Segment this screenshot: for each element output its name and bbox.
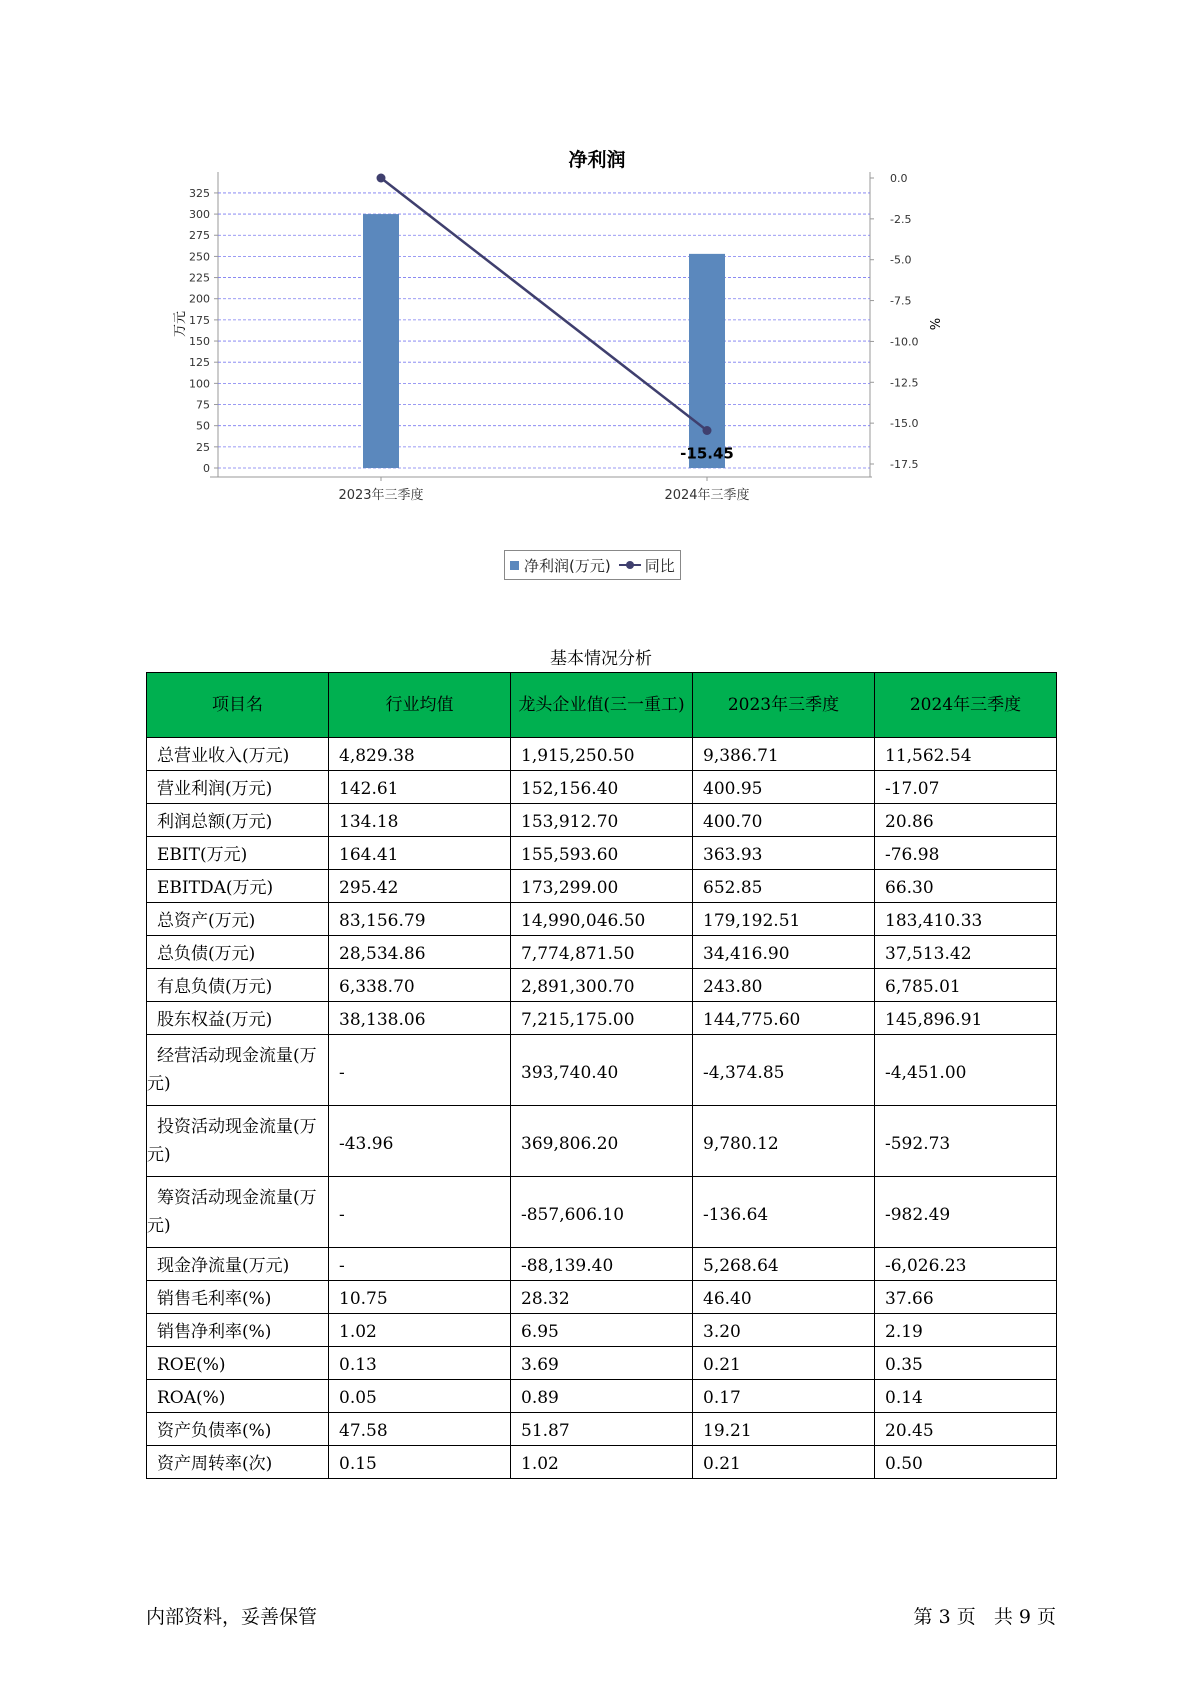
value-cell: -982.49 bbox=[875, 1177, 1057, 1248]
y-tick-label: 0 bbox=[203, 462, 210, 475]
footer-confidential-note: 内部资料，妥善保管 bbox=[146, 1606, 318, 1628]
row-label-cell: 总营业收入(万元) bbox=[147, 738, 329, 771]
value-cell: 46.40 bbox=[693, 1281, 875, 1314]
row-label-cell: 股东权益(万元) bbox=[147, 1002, 329, 1035]
value-cell: 19.21 bbox=[693, 1413, 875, 1446]
header-2024q3: 2024年三季度 bbox=[875, 673, 1057, 738]
row-label-cell: 销售毛利率(%) bbox=[147, 1281, 329, 1314]
yoy-line bbox=[381, 178, 707, 430]
value-cell: 1,915,250.50 bbox=[511, 738, 693, 771]
row-label-cell: 资产周转率(次) bbox=[147, 1446, 329, 1479]
table-row bbox=[147, 903, 1057, 936]
value-cell: 37,513.42 bbox=[875, 936, 1057, 969]
value-cell: 9,780.12 bbox=[693, 1106, 875, 1177]
net-profit-chart bbox=[170, 138, 970, 598]
y-tick-label: 325 bbox=[189, 186, 210, 200]
table-row bbox=[147, 1106, 1057, 1177]
value-cell: 2.19 bbox=[875, 1314, 1057, 1347]
y2-tick-label: -10.0 bbox=[890, 335, 919, 349]
value-cell: 173,299.00 bbox=[511, 870, 693, 903]
value-cell: 0.14 bbox=[875, 1380, 1057, 1413]
value-cell: 7,774,871.50 bbox=[511, 936, 693, 969]
table-row bbox=[147, 771, 1057, 804]
footer-page-number: 第 3 页 共 9 页 bbox=[913, 1606, 1056, 1628]
y2-tick-label: -17.5 bbox=[890, 458, 919, 471]
value-cell: -6,026.23 bbox=[875, 1248, 1057, 1281]
value-cell: 400.95 bbox=[693, 771, 875, 804]
value-cell: 0.89 bbox=[511, 1380, 693, 1413]
header-leader-value: 龙头企业值(三一重工) bbox=[511, 673, 693, 738]
data-label: -15.45 bbox=[680, 444, 734, 463]
value-cell: 7,215,175.00 bbox=[511, 1002, 693, 1035]
table-row bbox=[147, 1413, 1057, 1446]
value-cell: 652.85 bbox=[693, 870, 875, 903]
value-cell: -857,606.10 bbox=[511, 1177, 693, 1248]
value-cell: 152,156.40 bbox=[511, 771, 693, 804]
y2-axis-title: % bbox=[926, 317, 941, 331]
table-row bbox=[147, 1314, 1057, 1347]
y-tick-label: 275 bbox=[189, 229, 210, 243]
value-cell: 0.21 bbox=[693, 1347, 875, 1380]
value-cell: 28,534.86 bbox=[329, 936, 511, 969]
value-cell: 153,912.70 bbox=[511, 804, 693, 837]
value-cell: 400.70 bbox=[693, 804, 875, 837]
y2-tick-label: -2.5 bbox=[890, 212, 912, 226]
table-row bbox=[147, 936, 1057, 969]
table-row bbox=[147, 837, 1057, 870]
value-cell: 38,138.06 bbox=[329, 1002, 511, 1035]
legend-item-line bbox=[619, 555, 675, 576]
y-tick-label: 225 bbox=[189, 271, 210, 285]
row-label-cell: EBIT(万元) bbox=[147, 837, 329, 870]
value-cell: 363.93 bbox=[693, 837, 875, 870]
value-cell: -17.07 bbox=[875, 771, 1057, 804]
value-cell: -76.98 bbox=[875, 837, 1057, 870]
value-cell: 0.15 bbox=[329, 1446, 511, 1479]
table-row bbox=[147, 870, 1057, 903]
legend-line-swatch bbox=[619, 560, 641, 570]
legend-bar-label: 净利润(万元) bbox=[524, 556, 611, 575]
row-label-cell: 资产负债率(%) bbox=[147, 1413, 329, 1446]
value-cell: - bbox=[329, 1035, 511, 1106]
table-header-row bbox=[147, 673, 1057, 738]
value-cell: -4,374.85 bbox=[693, 1035, 875, 1106]
value-cell: 34,416.90 bbox=[693, 936, 875, 969]
yoy-point-2 bbox=[703, 426, 712, 435]
table-row bbox=[147, 1446, 1057, 1479]
y2-tick-label: -12.5 bbox=[890, 376, 919, 390]
row-label-cell: 筹资活动现金流量(万元) bbox=[147, 1177, 329, 1248]
row-label-cell: 总负债(万元) bbox=[147, 936, 329, 969]
value-cell: 6.95 bbox=[511, 1314, 693, 1347]
row-label-cell: 总资产(万元) bbox=[147, 903, 329, 936]
row-label-cell: 现金净流量(万元) bbox=[147, 1248, 329, 1281]
value-cell: 20.45 bbox=[875, 1413, 1057, 1446]
row-label-cell: 销售净利率(%) bbox=[147, 1314, 329, 1347]
value-cell: 183,410.33 bbox=[875, 903, 1057, 936]
value-cell: 20.86 bbox=[875, 804, 1057, 837]
value-cell: 155,593.60 bbox=[511, 837, 693, 870]
table-row bbox=[147, 1177, 1057, 1248]
value-cell: 0.05 bbox=[329, 1380, 511, 1413]
value-cell: -4,451.00 bbox=[875, 1035, 1057, 1106]
value-cell: 37.66 bbox=[875, 1281, 1057, 1314]
y-tick-label: 200 bbox=[189, 292, 210, 306]
value-cell: 393,740.40 bbox=[511, 1035, 693, 1106]
row-label-cell: 经营活动现金流量(万元) bbox=[147, 1035, 329, 1106]
value-cell: 83,156.79 bbox=[329, 903, 511, 936]
table-caption: 基本情况分析 bbox=[550, 649, 652, 669]
row-label-cell: EBITDA(万元) bbox=[147, 870, 329, 903]
header-2023q3: 2023年三季度 bbox=[693, 673, 875, 738]
value-cell: 10.75 bbox=[329, 1281, 511, 1314]
x-tick-label: 2023年三季度 bbox=[338, 488, 424, 503]
value-cell: 243.80 bbox=[693, 969, 875, 1002]
chart-svg bbox=[170, 138, 970, 598]
value-cell: 0.13 bbox=[329, 1347, 511, 1380]
table-row bbox=[147, 1248, 1057, 1281]
value-cell: 6,338.70 bbox=[329, 969, 511, 1002]
value-cell: 144,775.60 bbox=[693, 1002, 875, 1035]
table-row bbox=[147, 738, 1057, 771]
value-cell: 134.18 bbox=[329, 804, 511, 837]
y-tick-label: 75 bbox=[196, 398, 210, 412]
value-cell: 66.30 bbox=[875, 870, 1057, 903]
y-tick-label: 150 bbox=[189, 335, 210, 349]
value-cell: 0.35 bbox=[875, 1347, 1057, 1380]
value-cell: 142.61 bbox=[329, 771, 511, 804]
header-industry-avg: 行业均值 bbox=[329, 673, 511, 738]
value-cell: 0.21 bbox=[693, 1446, 875, 1479]
value-cell: 179,192.51 bbox=[693, 903, 875, 936]
y2-tick-label: -7.5 bbox=[890, 294, 912, 308]
row-label-cell: 营业利润(万元) bbox=[147, 771, 329, 804]
value-cell: 51.87 bbox=[511, 1413, 693, 1446]
value-cell: 1.02 bbox=[329, 1314, 511, 1347]
chart-title: 净利润 bbox=[568, 149, 626, 171]
value-cell: 11,562.54 bbox=[875, 738, 1057, 771]
table-row bbox=[147, 1035, 1057, 1106]
bar-1 bbox=[363, 214, 399, 468]
value-cell: 1.02 bbox=[511, 1446, 693, 1479]
y2-tick-label: -15.0 bbox=[890, 417, 919, 431]
table-row bbox=[147, 1002, 1057, 1035]
y-tick-label: 50 bbox=[196, 419, 210, 433]
row-label-cell: 投资活动现金流量(万元) bbox=[147, 1106, 329, 1177]
value-cell: 0.17 bbox=[693, 1380, 875, 1413]
yoy-point-1 bbox=[377, 174, 386, 183]
value-cell: 164.41 bbox=[329, 837, 511, 870]
table-body bbox=[147, 738, 1057, 1479]
legend-bar-swatch bbox=[510, 561, 519, 570]
analysis-table bbox=[146, 672, 1057, 1479]
value-cell: 28.32 bbox=[511, 1281, 693, 1314]
row-label-cell: ROE(%) bbox=[147, 1347, 329, 1380]
chart-legend bbox=[504, 550, 681, 580]
value-cell: 5,268.64 bbox=[693, 1248, 875, 1281]
value-cell: 3.20 bbox=[693, 1314, 875, 1347]
y-tick-label: 125 bbox=[189, 356, 210, 370]
value-cell: 4,829.38 bbox=[329, 738, 511, 771]
value-cell: -88,139.40 bbox=[511, 1248, 693, 1281]
value-cell: 6,785.01 bbox=[875, 969, 1057, 1002]
table-row bbox=[147, 969, 1057, 1002]
value-cell: 369,806.20 bbox=[511, 1106, 693, 1177]
value-cell: - bbox=[329, 1248, 511, 1281]
header-item-name: 项目名 bbox=[147, 673, 329, 738]
table-row bbox=[147, 1281, 1057, 1314]
value-cell: -592.73 bbox=[875, 1106, 1057, 1177]
value-cell: 2,891,300.70 bbox=[511, 969, 693, 1002]
y-tick-label: 100 bbox=[189, 377, 210, 391]
value-cell: -43.96 bbox=[329, 1106, 511, 1177]
y-tick-label: 300 bbox=[189, 208, 210, 222]
y2-tick-label: -5.0 bbox=[890, 253, 912, 267]
legend-line-label: 同比 bbox=[644, 556, 675, 575]
table-row bbox=[147, 804, 1057, 837]
value-cell: - bbox=[329, 1177, 511, 1248]
y-tick-label: 25 bbox=[196, 440, 210, 454]
row-label-cell: 有息负债(万元) bbox=[147, 969, 329, 1002]
legend-item-bar bbox=[510, 555, 611, 576]
value-cell: 0.50 bbox=[875, 1446, 1057, 1479]
value-cell: 3.69 bbox=[511, 1347, 693, 1380]
value-cell: 295.42 bbox=[329, 870, 511, 903]
value-cell: 14,990,046.50 bbox=[511, 903, 693, 936]
bar-2 bbox=[689, 254, 725, 468]
y-tick-label: 175 bbox=[189, 313, 210, 327]
x-tick-label: 2024年三季度 bbox=[664, 488, 750, 503]
y2-tick-label: 0.0 bbox=[890, 172, 908, 185]
value-cell: 145,896.91 bbox=[875, 1002, 1057, 1035]
value-cell: -136.64 bbox=[693, 1177, 875, 1248]
row-label-cell: ROA(%) bbox=[147, 1380, 329, 1413]
row-label-cell: 利润总额(万元) bbox=[147, 804, 329, 837]
table-row bbox=[147, 1347, 1057, 1380]
y-tick-label: 250 bbox=[189, 250, 210, 264]
y-axis-title: 万元 bbox=[173, 310, 188, 338]
table-row bbox=[147, 1380, 1057, 1413]
value-cell: 47.58 bbox=[329, 1413, 511, 1446]
value-cell: 9,386.71 bbox=[693, 738, 875, 771]
